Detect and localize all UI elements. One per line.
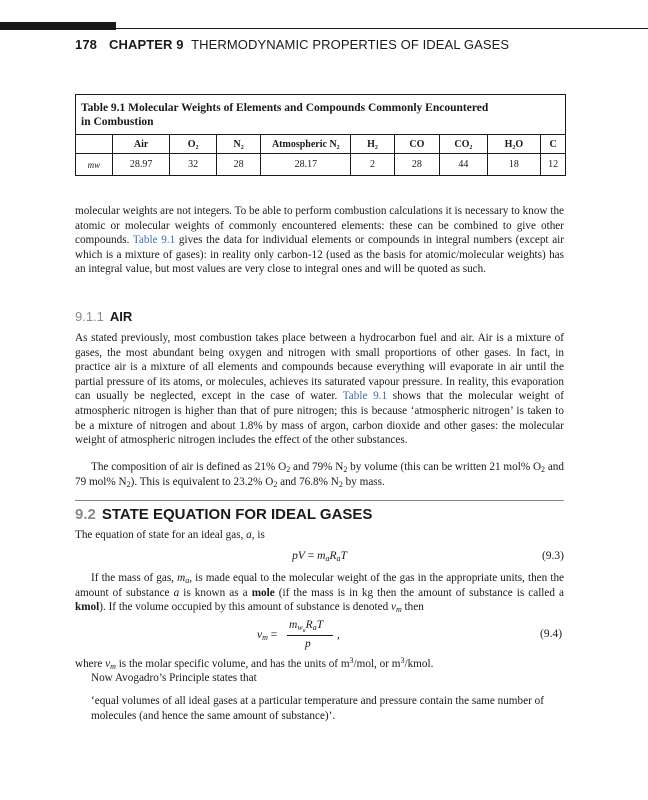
table-caption: Table 9.1 Molecular Weights of Elements and Compounds Commonly Encountered in Combustion [81,102,489,128]
chapter-title: THERMODYNAMIC PROPERTIES OF IDEAL GASES [191,37,510,52]
table-header: C [541,135,565,154]
equation-9-3: pV = $m_aR_aT$ (9.3) [292,550,564,563]
equation-number: (9.4) [540,628,563,640]
molecular-weight-table [76,134,565,175]
table-header: Atmospheric N₂ [261,135,351,154]
table-header: H₂O [487,135,541,154]
table-cell: 28.17 [261,154,351,176]
table-cell: 32 [170,154,216,176]
table-link[interactable]: Table 9.1 [132,234,176,247]
running-head [75,37,509,52]
table-cell: 28 [216,154,260,176]
state-intro: The equation of state for an ideal gas, a, is [75,529,265,541]
intro-paragraph: molecular weights are not integers. To be able to perform combustion calculations it is necessary to know the atomic or molecular weights of commonly encountered elements: these can be combined to give other compounds. Table 9.1 gives the data for individual elements or compounds in integral numbers (except air which is a mixture of gases): in reality only carbon-12 (used as the basis for atomic/molecular weights) has an integral value, but most values are very close to integral ones and will be quoted as such. [75,205,564,276]
header-rule [0,28,648,29]
air-paragraph: As stated previously, most combustion takes place between a hydrocarbon fuel and air. Air is a mixture of gases, the most abundant being oxygen and nitrogen with small proportions of other gases. In fact, in practice air is a mixture of all elements and compounds because everything will evaporate in air until the partial pressure of its atoms, or molecules, achieves its saturated vapour pressure. In reality, this evaporation can usually be neglected, except in the case of water. Table 9.1 shows that the molecular weight of atmospheric nitrogen is higher than that of pure nitrogen; this is because ‘atmospheric nitrogen’ is taken to be a mixture of nitrogen and about 1.8% by mass of argon, carbon dioxide and other gases: the molecular weight of atmospheric nitrogen includes the effect of the other substances. [75,332,564,447]
table-link[interactable]: Table 9.1 [342,390,388,403]
table-cell: 12 [541,154,565,176]
table-header: Air [112,135,170,154]
table-header: CO₂ [440,135,487,154]
chapter-label: CHAPTER 9 [109,37,184,52]
composition-paragraph: The composition of air is defined as 21% $O_2$ and 79% $N_2$ by volume (this can be written 21 mol% $O_2$ and 79 mol% $N_2$). This is equivalent to 23.2% $O_2$ and 76.8% $N_2$ by mass. [75,461,564,489]
table-header: N₂ [216,135,260,154]
avogadro-quote: ‘equal volumes of all ideal gases at a particular temperature and pressure contain the same number of molecules (and hence the same amount of substance)’. [91,695,544,722]
mass-paragraph: If the mass of gas, $m_a$, is made equal to the molecular weight of the gas in the appropriate units, then the amount of substance a is known as a mole (if the mass is in kg then the amount of substance is called a kmol). If the volume occupied by this amount of substance is denoted $v_m$ then [75,572,565,615]
subsection-heading: 9.1.1 AIR [75,309,133,324]
table-cell: 18 [487,154,541,176]
section-heading: 9.2 STATE EQUATION FOR IDEAL GASES [75,506,373,523]
avogadro-line: Now Avogadro’s Principle states that [91,672,257,684]
table-header: H₂ [351,135,394,154]
where-line: where $v_m$ is the molar specific volume, and has the units of $m^3$/mol, or $m^3$/kmol. [75,656,434,671]
section-rule [75,500,564,501]
table-header-row [76,135,565,154]
table-corner [76,135,112,154]
table-9-1 [75,94,566,176]
table-cell: 2 [351,154,394,176]
table-cell: 28.97 [112,154,170,176]
table-cell: 28 [394,154,439,176]
table-cell: 44 [440,154,487,176]
table-header: CO [394,135,439,154]
table-header: O₂ [170,135,216,154]
equation-number: (9.3) [541,550,564,562]
fraction-bar [287,635,333,636]
table-row [76,154,565,176]
row-label: mw [76,154,112,176]
page-number: 178 [75,37,97,52]
